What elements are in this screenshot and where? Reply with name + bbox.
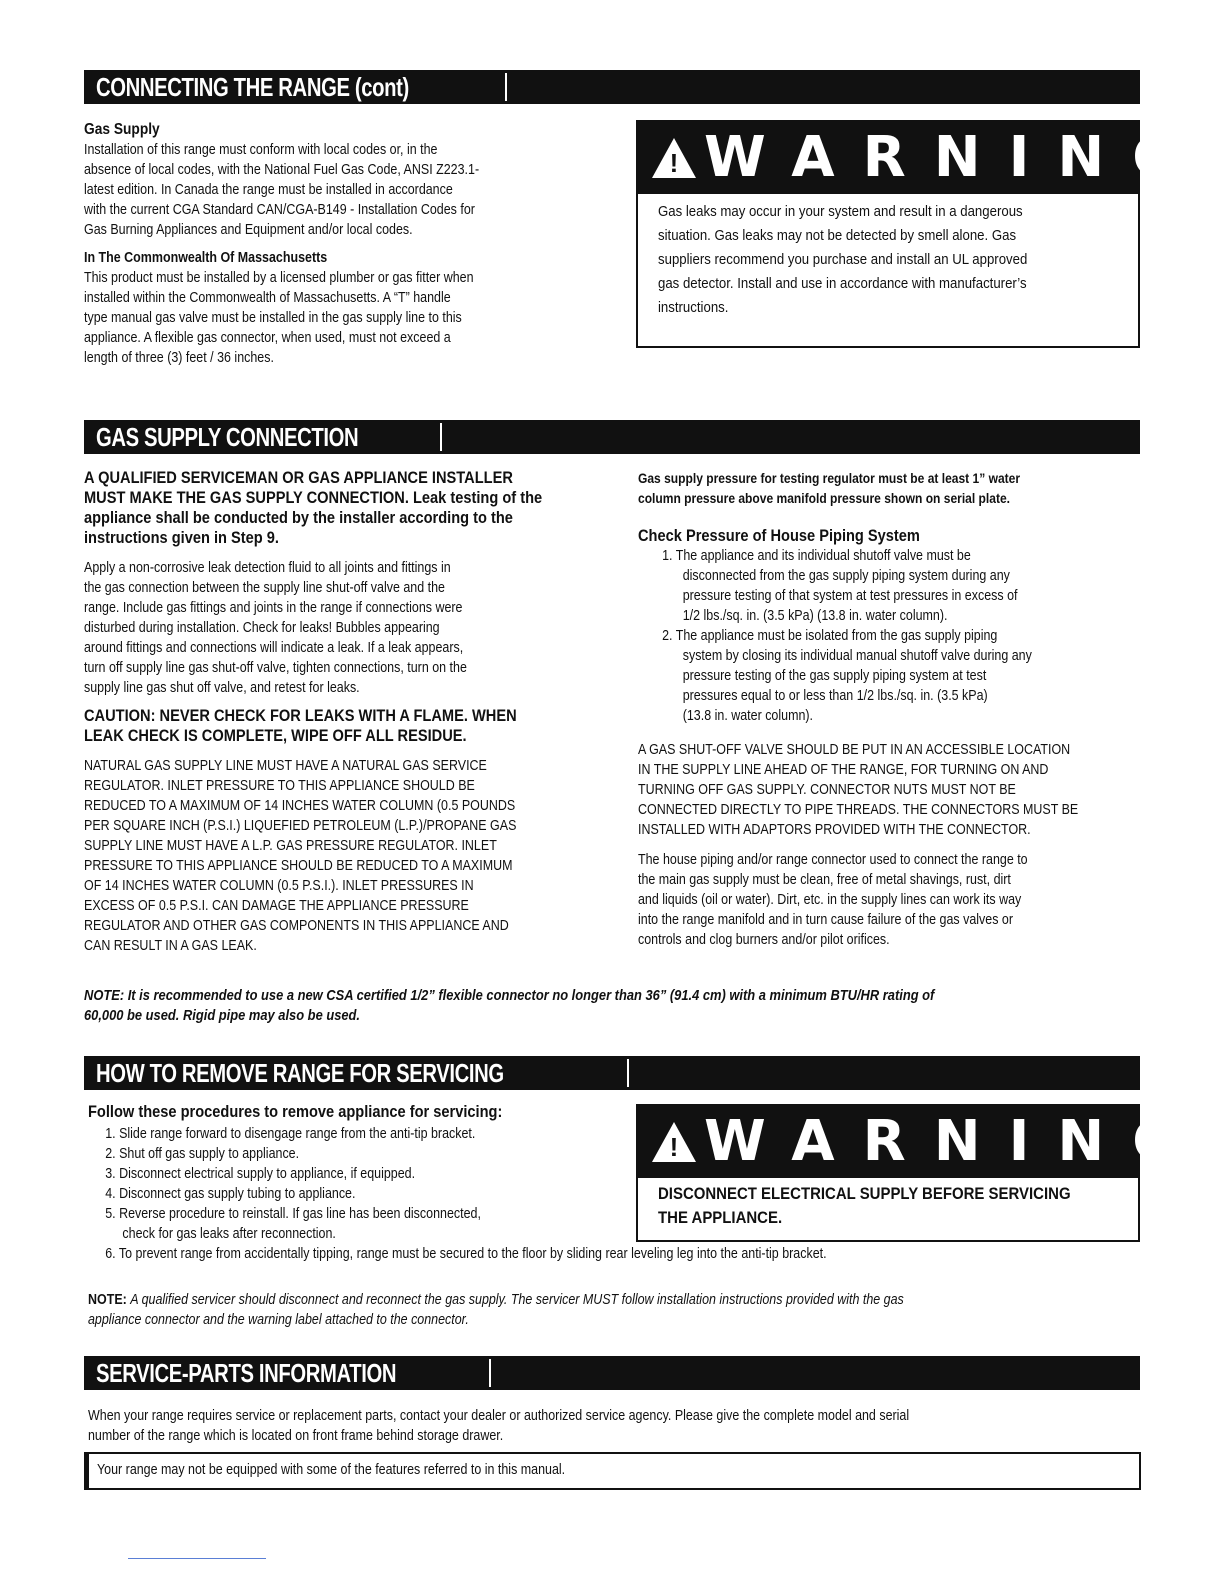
text-line: When your range requires service or replacement parts, contact your dealer or authorized service agency. Please give the complete model and serial <box>88 1408 910 1424</box>
text-line: appliance shall be conducted by the installer according to the <box>84 508 513 527</box>
text-line: DISCONNECT ELECTRICAL SUPPLY BEFORE SERVICING <box>658 1184 1071 1203</box>
text-line: SUPPLY LINE MUST HAVE A L.P. GAS PRESSURE REGULATOR. INLET <box>84 838 497 854</box>
text-line: NOTE: It is recommended to use a new CSA certified 1/2” flexible connector no longer than 36” (91.4 cm) with a minimum BTU/HR rating of <box>84 987 935 1004</box>
text-line: installed within the Commonwealth of Massachusetts. A “T” handle <box>84 290 451 306</box>
section-header-service-parts <box>84 1356 1140 1390</box>
caution-line: LEAK CHECK IS COMPLETE, WIPE OFF ALL RESIDUE. <box>84 726 467 745</box>
text-line: absence of local codes, with the National Fuel Gas Code, ANSI Z223.1- <box>84 162 480 178</box>
text-line: around fittings and connections will indicate a leak. If a leak appears, <box>84 640 464 656</box>
list-item: 4. Disconnect gas supply tubing to appliance. <box>105 1186 356 1202</box>
text-line: controls and clog burners and/or pilot orifices. <box>638 932 890 948</box>
text-line: Gas Burning Appliances and Equipment and/or local codes. <box>84 222 413 238</box>
text-line: instructions. <box>658 299 729 316</box>
text-line: instructions given in Step 9. <box>84 528 279 547</box>
list-item: 5. Reverse procedure to reinstall. If gas line has been disconnected, <box>105 1206 481 1222</box>
warning-label: WARNING <box>704 125 1207 190</box>
text-line: supply line gas shut off valve, and retest for leaks. <box>84 680 360 696</box>
warning-band <box>638 1106 1207 1178</box>
text-line: column pressure above manifold pressure shown on serial plate. <box>638 490 1011 506</box>
exclamation-icon: ! <box>669 1132 679 1162</box>
text-line: pressure testing of the gas supply piping system at test <box>682 668 987 684</box>
caution-line: CAUTION: NEVER CHECK FOR LEAKS WITH A FLAME. WHEN <box>84 706 517 725</box>
list-item: 2. The appliance must be isolated from the gas supply piping <box>662 628 998 644</box>
text-line: Apply a non-corrosive leak detection fluid to all joints and fittings in <box>84 560 451 576</box>
warning-label: WARNING <box>704 1109 1207 1174</box>
text-line: type manual gas valve must be installed in the gas supply line to this <box>84 310 462 326</box>
note-line: NOTE: A qualified servicer should disconnect and reconnect the gas supply. The servicer MUST follow installation instructions provided with the gas <box>88 1292 904 1308</box>
text-line: CAN RESULT IN A GAS LEAK. <box>84 938 257 954</box>
text-line: length of three (3) feet / 36 inches. <box>84 350 274 366</box>
text-line: appliance connector and the warning label attached to the connector. <box>88 1312 469 1328</box>
text-line: REGULATOR AND OTHER GAS COMPONENTS IN THIS APPLIANCE AND <box>84 918 509 934</box>
text-line: (13.8 in. water column). <box>682 708 814 724</box>
text-line: appliance. A flexible gas connector, when used, must not exceed a <box>84 330 451 346</box>
section-title: GAS SUPPLY CONNECTION <box>96 422 359 452</box>
text-line: number of the range which is located on front frame behind storage drawer. <box>88 1428 504 1444</box>
gas-supply-left-column <box>84 468 617 956</box>
text-line: into the range manifold and in turn cause failure of the gas valves or <box>638 912 1014 928</box>
warning-text <box>658 1182 1127 1230</box>
warning-box-disconnect <box>636 1104 1207 1242</box>
list-item: 2. Shut off gas supply to appliance. <box>105 1146 300 1162</box>
warning-text <box>658 200 1078 320</box>
text-line: This product must be installed by a licensed plumber or gas fitter when <box>84 270 474 286</box>
text-line: OF 14 INCHES WATER COLUMN (0.5 P.S.I.). INLET PRESSURES IN <box>84 878 474 894</box>
text-line: and liquids (oil or water). Dirt, etc. in the supply lines can work its way <box>638 892 1022 908</box>
note-label: NOTE: <box>88 1292 127 1308</box>
text-line: 60,000 be used. Rigid pipe may also be used. <box>84 1007 361 1024</box>
text-line: system by closing its individual manual shutoff valve during any <box>682 648 1032 664</box>
text-line: PER SQUARE INCH (P.S.I.) LIQUEFIED PETROLEUM (L.P.)/PROPANE GAS <box>84 818 517 834</box>
text-line: INSTALLED WITH ADAPTORS PROVIDED WITH THE CONNECTOR. <box>638 822 1031 838</box>
text-line: check for gas leaks after reconnection. <box>122 1226 336 1242</box>
check-pressure-title: Check Pressure of House Piping System <box>638 526 920 545</box>
text-line: The house piping and/or range connector used to connect the range to <box>638 852 1028 868</box>
text-line: the main gas supply must be clean, free of metal shavings, rust, dirt <box>638 872 1011 888</box>
servicer-note <box>88 1290 1037 1330</box>
text-line: turn off supply line gas shut-off valve, tighten connections, turn on the <box>84 660 467 676</box>
text-line: REGULATOR. INLET PRESSURE TO THIS APPLIANCE SHOULD BE <box>84 778 475 794</box>
text-line: NATURAL GAS SUPPLY LINE MUST HAVE A NATURAL GAS SERVICE <box>84 758 487 774</box>
service-parts-text <box>88 1406 1043 1446</box>
features-note-text: Your range may not be equipped with some of the features referred to in this manual. <box>97 1462 566 1478</box>
gas-supply-right-column <box>638 468 1150 950</box>
features-note-box <box>84 1452 1141 1490</box>
gas-supply-block <box>84 120 543 368</box>
list-item: 3. Disconnect electrical supply to appliance, if equipped. <box>105 1166 416 1182</box>
text-line: Installation of this range must conform with local codes or, in the <box>84 142 438 158</box>
text-line: A QUALIFIED SERVICEMAN OR GAS APPLIANCE INSTALLER <box>84 468 513 487</box>
section-header-gas-supply <box>84 420 1140 454</box>
text-line: IN THE SUPPLY LINE AHEAD OF THE RANGE, FOR TURNING ON AND <box>638 762 1049 778</box>
text-line: PRESSURE TO THIS APPLIANCE SHOULD BE REDUCED TO A MAXIMUM <box>84 858 513 874</box>
section-title: HOW TO REMOVE RANGE FOR SERVICING <box>96 1058 504 1088</box>
text-line: pressures equal to or less than 1/2 lbs./sq. in. (3.5 kPa) <box>682 688 988 704</box>
warning-band <box>638 122 1207 194</box>
text-line: A GAS SHUT-OFF VALVE SHOULD BE PUT IN AN ACCESSIBLE LOCATION <box>638 742 1071 758</box>
warning-box-gas-leaks <box>636 120 1207 348</box>
list-item: 6. To prevent range from accidentally tipping, range must be secured to the floor by sliding rear leveling leg into the anti-tip bracket. <box>105 1246 827 1262</box>
massachusetts-title: In The Commonwealth Of Massachusetts <box>84 250 328 266</box>
text-line: pressure testing of that system at test pressures in excess of <box>682 588 1018 604</box>
text-line: gas detector. Install and use in accordance with manufacturer’s <box>658 275 1027 292</box>
text-line: Gas supply pressure for testing regulator must be at least 1” water <box>638 470 1021 486</box>
list-item: 1. The appliance and its individual shutoff valve must be <box>662 548 971 564</box>
list-item: 1. Slide range forward to disengage range from the anti-tip bracket. <box>105 1126 476 1142</box>
text-line: suppliers recommend you purchase and install an UL approved <box>658 251 1028 268</box>
footer-rule <box>128 1558 266 1559</box>
text-line: TURNING OFF GAS SUPPLY. CONNECTOR NUTS MUST NOT BE <box>638 782 1016 798</box>
text-line: disturbed during installation. Check for leaks! Bubbles appearing <box>84 620 440 636</box>
exclamation-icon: ! <box>669 148 679 178</box>
section-header-connecting <box>84 70 1140 104</box>
text-line: disconnected from the gas supply piping system during any <box>682 568 1010 584</box>
text-line: REDUCED TO A MAXIMUM OF 14 INCHES WATER COLUMN (0.5 POUNDS <box>84 798 516 814</box>
text-line: 1/2 lbs./sq. in. (3.5 kPa) (13.8 in. water column). <box>682 608 948 624</box>
text-line: CONNECTED DIRECTLY TO PIPE THREADS. THE CONNECTORS MUST BE <box>638 802 1079 818</box>
text-line: EXCESS OF 0.5 P.S.I. CAN DAMAGE THE APPLIANCE PRESSURE <box>84 898 469 914</box>
section-title: CONNECTING THE RANGE (cont) <box>96 72 409 102</box>
text-line: with the current CGA Standard CAN/CGA-B149 - Installation Codes for <box>84 202 475 218</box>
text-line: the gas connection between the supply line shut-off valve and the <box>84 580 445 596</box>
gas-supply-title: Gas Supply <box>84 121 160 138</box>
text-line: MUST MAKE THE GAS SUPPLY CONNECTION. Leak testing of the <box>84 488 543 507</box>
section-header-remove-range <box>84 1056 1140 1090</box>
section-title: SERVICE-PARTS INFORMATION <box>96 1358 397 1388</box>
text-line: THE APPLIANCE. <box>658 1208 783 1227</box>
text-line: Gas leaks may occur in your system and result in a dangerous <box>658 203 1023 220</box>
text-line: situation. Gas leaks may not be detected by smell alone. Gas <box>658 227 1017 244</box>
text-line: range. Include gas fittings and joints in the range if connections were <box>84 600 463 616</box>
text-line: latest edition. In Canada the range must be installed in accordance <box>84 182 453 198</box>
connector-note <box>84 986 1073 1026</box>
remove-intro: Follow these procedures to remove appliance for servicing: <box>88 1102 503 1121</box>
